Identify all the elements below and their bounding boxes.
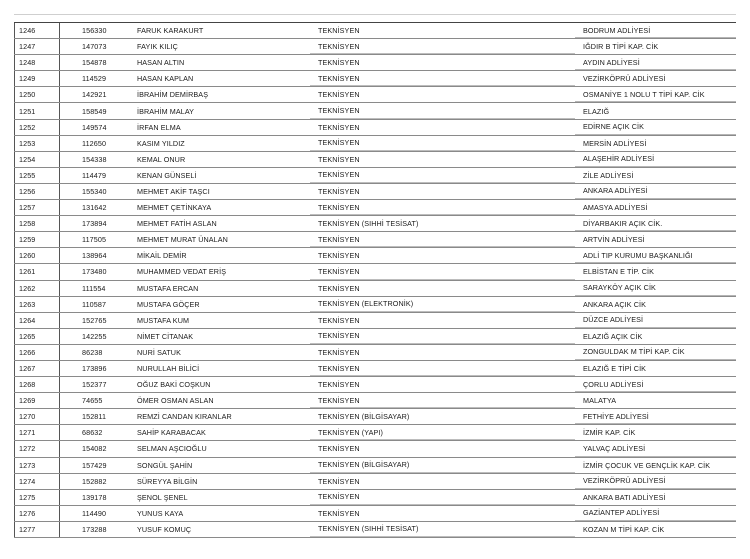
table-row	[14, 120, 736, 136]
assigned-unit: YALVAÇ ADLİYESİ	[575, 441, 736, 456]
table-row	[14, 71, 736, 87]
job-title: TEKNİSYEN	[310, 361, 575, 376]
job-title: TEKNİSYEN	[318, 347, 360, 357]
job-title: TEKNİSYEN (SIHHİ TESİSAT)	[310, 522, 575, 537]
registry-number: 112650	[82, 138, 107, 148]
row-number: 1253	[14, 136, 60, 151]
table-row	[14, 409, 736, 425]
person-name: REMZİ CANDAN KIRANLAR	[137, 412, 232, 422]
registry-number: 156330	[82, 26, 107, 36]
row-number: 1249	[14, 71, 60, 86]
registry-number: 68632	[82, 428, 103, 438]
registry-number: 149574	[82, 122, 107, 132]
assigned-unit: SARAYKÖY AÇIK CİK	[575, 281, 736, 296]
job-title: TEKNİSYEN (ELEKTRONİK)	[310, 297, 575, 312]
table-row	[14, 216, 736, 232]
registry-number: 154878	[82, 58, 107, 68]
assigned-unit: AMASYA ADLİYESİ	[583, 203, 648, 213]
row-number: 1247	[14, 39, 60, 54]
job-title: TEKNİSYEN	[318, 251, 360, 261]
job-title: TEKNİSYEN	[318, 380, 360, 390]
registry-number: 114479	[82, 170, 107, 180]
row-number: 1250	[14, 87, 60, 102]
table-row	[14, 441, 736, 457]
registry-number: 173288	[82, 524, 107, 534]
job-title: TEKNİSYEN	[318, 26, 360, 36]
row-number: 1258	[14, 216, 60, 231]
job-title: TEKNİSYEN	[310, 264, 575, 279]
job-title: TEKNİSYEN	[318, 283, 360, 293]
registry-number: 138964	[82, 251, 107, 261]
table-row	[14, 377, 736, 393]
person-name: ÖMER OSMAN ASLAN	[137, 396, 214, 406]
registry-number: 147073	[82, 42, 107, 52]
person-name: NURİ SATUK	[137, 347, 181, 357]
table-row	[14, 39, 736, 55]
person-name: MİKAİL DEMİR	[137, 251, 187, 261]
row-number: 1252	[14, 120, 60, 135]
assigned-unit: IĞDIR B TİPİ KAP. CİK	[583, 42, 659, 52]
person-name: KEMAL ONUR	[137, 154, 186, 164]
registry-number: 139178	[82, 492, 107, 502]
person-name: FAYIK KILIÇ	[137, 42, 178, 52]
assigned-unit: ANKARA AÇIK CİK	[583, 299, 647, 309]
row-number: 1272	[14, 441, 60, 456]
person-name: YUSUF KOMUÇ	[137, 524, 192, 534]
assigned-unit: ELAZIĞ E TİPİ CİK	[583, 364, 647, 374]
table-row	[14, 474, 736, 490]
table-row	[14, 23, 736, 39]
registry-number: 157429	[82, 460, 107, 470]
row-number: 1270	[14, 409, 60, 424]
assigned-unit: MALATYA	[583, 396, 617, 406]
top-divider	[14, 14, 736, 15]
person-name: MUSTAFA KUM	[137, 315, 190, 325]
job-title: TEKNİSYEN	[318, 476, 360, 486]
row-number: 1264	[14, 313, 60, 328]
registry-number: 110587	[82, 299, 107, 309]
table-row	[14, 281, 736, 297]
registry-number: 142921	[82, 90, 107, 100]
registry-number: 173480	[82, 267, 107, 277]
job-title: TEKNİSYEN (YAPI)	[310, 425, 575, 440]
assigned-unit: ZONGULDAK M TİPİ KAP. CİK	[575, 345, 736, 360]
row-number: 1263	[14, 297, 60, 312]
row-number: 1246	[14, 23, 60, 38]
table-row	[14, 87, 736, 103]
table-row	[14, 168, 736, 184]
row-number: 1266	[14, 345, 60, 360]
person-name: MUHAMMED VEDAT ERİŞ	[137, 267, 227, 277]
assigned-unit: VEZİRKÖPRÜ ADLİYESİ	[575, 474, 736, 489]
person-name: İRFAN ELMA	[137, 122, 181, 132]
row-number: 1261	[14, 264, 60, 279]
table-row	[14, 490, 736, 506]
registry-number: 154082	[82, 444, 107, 454]
row-number: 1257	[14, 200, 60, 215]
table-row	[14, 200, 736, 216]
job-title: TEKNİSYEN	[318, 315, 360, 325]
person-name: HASAN ALTIN	[137, 58, 185, 68]
job-title: TEKNİSYEN (BİLGİSAYAR)	[310, 458, 575, 473]
table-row	[14, 55, 736, 71]
job-title: TEKNİSYEN	[318, 90, 360, 100]
registry-number: 152765	[82, 315, 107, 325]
registry-number: 114529	[82, 74, 107, 84]
person-name: KENAN GÜNSELİ	[137, 170, 197, 180]
table-row	[14, 184, 736, 200]
assigned-unit: ANKARA ADLİYESİ	[575, 184, 736, 199]
assigned-unit: ELBİSTAN E TİP. CİK	[583, 267, 655, 277]
job-title: TEKNİSYEN	[318, 154, 360, 164]
table-row	[14, 297, 736, 313]
person-name: SELMAN AŞCIOĞLU	[137, 444, 207, 454]
person-name: HASAN KAPLAN	[137, 74, 194, 84]
job-title: TEKNİSYEN	[318, 122, 360, 132]
table-row	[14, 103, 736, 119]
person-name: OĞUZ BAKİ COŞKUN	[137, 380, 211, 390]
assigned-unit: EDİRNE AÇIK CİK	[575, 120, 736, 135]
row-number: 1262	[14, 281, 60, 296]
registry-number: 152377	[82, 380, 107, 390]
registry-number: 154338	[82, 154, 107, 164]
assigned-unit: ELAZIĞ	[583, 106, 610, 116]
assigned-unit: ZİLE ADLİYESİ	[583, 170, 634, 180]
table-row	[14, 232, 736, 248]
assigned-unit: GAZİANTEP ADLİYESİ	[575, 506, 736, 521]
row-number: 1256	[14, 184, 60, 199]
person-name: MUSTAFA GÖÇER	[137, 299, 200, 309]
table-row	[14, 313, 736, 329]
registry-number: 111554	[82, 283, 106, 293]
person-name: SONGÜL ŞAHİN	[137, 460, 193, 470]
row-number: 1255	[14, 168, 60, 183]
person-name: İBRAHİM MALAY	[137, 106, 195, 116]
assigned-unit: ÇORLU ADLİYESİ	[575, 377, 736, 392]
person-name: MEHMET FATİH ASLAN	[137, 219, 217, 229]
row-number: 1274	[14, 474, 60, 489]
row-number: 1268	[14, 377, 60, 392]
person-name: MUSTAFA ERCAN	[137, 283, 199, 293]
person-name: SÜREYYA BİLGİN	[137, 476, 198, 486]
job-title: TEKNİSYEN	[310, 200, 575, 215]
table-row	[14, 393, 736, 409]
assigned-unit: ARTVİN ADLİYESİ	[583, 235, 645, 245]
assigned-unit: ELAZIĞ AÇIK CİK	[583, 331, 643, 341]
row-number: 1269	[14, 393, 60, 408]
table-row	[14, 152, 736, 168]
table-row	[14, 522, 736, 538]
job-title: TEKNİSYEN	[310, 168, 575, 183]
assigned-unit: DİYARBAKIR AÇIK CİK.	[575, 216, 736, 231]
job-title: TEKNİSYEN	[310, 136, 575, 151]
job-title: TEKNİSYEN (SIHHİ TESİSAT)	[318, 219, 419, 229]
registry-number: 117505	[82, 235, 107, 245]
registry-number: 173896	[82, 364, 107, 374]
assigned-unit: İZMİR KAP. CİK	[583, 428, 636, 438]
assigned-unit: ANKARA BATI ADLİYESİ	[583, 492, 666, 502]
person-name: NURULLAH BİLİCİ	[137, 364, 200, 374]
table-row	[14, 264, 736, 280]
row-number: 1267	[14, 361, 60, 376]
person-name: MEHMET AKİF TAŞCI	[137, 186, 210, 196]
row-number: 1251	[14, 103, 60, 118]
registry-number: 152882	[82, 476, 107, 486]
job-title: TEKNİSYEN	[310, 393, 575, 408]
job-title: TEKNİSYEN	[318, 58, 360, 68]
person-name: MEHMET ÇETİNKAYA	[137, 203, 212, 213]
assigned-unit: BODRUM ADLİYESİ	[575, 23, 736, 38]
table-row	[14, 248, 736, 264]
job-title: TEKNİSYEN	[310, 103, 575, 118]
person-name: ŞENOL ŞENEL	[137, 492, 188, 502]
row-number: 1259	[14, 232, 60, 247]
assigned-unit: MERSİN ADLİYESİ	[583, 138, 647, 148]
registry-number: 74655	[82, 396, 103, 406]
assigned-unit: İZMİR ÇOCUK VE GENÇLİK KAP. CİK	[583, 460, 711, 470]
person-name: SAHİP KARABACAK	[137, 428, 206, 438]
row-number: 1265	[14, 329, 60, 344]
job-title: TEKNİSYEN	[310, 490, 575, 505]
job-title: TEKNİSYEN	[310, 329, 575, 344]
table-row	[14, 136, 736, 152]
table-row	[14, 458, 736, 474]
table-row	[14, 506, 736, 522]
row-number: 1271	[14, 425, 60, 440]
row-number: 1254	[14, 152, 60, 167]
assigned-unit: ALAŞEHİR ADLİYESİ	[575, 152, 736, 167]
job-title: TEKNİSYEN	[318, 186, 360, 196]
registry-number: 173894	[82, 219, 107, 229]
personnel-table	[14, 22, 736, 538]
assigned-unit: AYDIN ADLİYESİ	[575, 55, 736, 70]
assigned-unit: OSMANİYE 1 NOLU T TİPİ KAP. CİK	[575, 87, 736, 102]
row-number: 1276	[14, 506, 60, 521]
registry-number: 158549	[82, 106, 107, 116]
row-number: 1260	[14, 248, 60, 263]
row-number: 1248	[14, 55, 60, 70]
job-title: TEKNİSYEN	[310, 232, 575, 247]
job-title: TEKNİSYEN (BİLGİSAYAR)	[318, 412, 410, 422]
table-row	[14, 345, 736, 361]
row-number: 1277	[14, 522, 60, 537]
table-row	[14, 361, 736, 377]
person-name: NİMET CİTANAK	[137, 331, 194, 341]
table-row	[14, 425, 736, 441]
registry-number: 114490	[82, 508, 107, 518]
job-title: TEKNİSYEN	[318, 508, 360, 518]
table-row	[14, 329, 736, 345]
assigned-unit: VEZİRKÖPRÜ ADLİYESİ	[583, 74, 666, 84]
row-number: 1275	[14, 490, 60, 505]
person-name: YUNUS KAYA	[137, 508, 184, 518]
person-name: FARUK KARAKURT	[137, 26, 204, 36]
row-number: 1273	[14, 458, 60, 473]
registry-number: 131642	[82, 203, 107, 213]
assigned-unit: FETHİYE ADLİYESİ	[575, 409, 736, 424]
person-name: İBRAHİM DEMİRBAŞ	[137, 90, 209, 100]
job-title: TEKNİSYEN	[310, 39, 575, 54]
assigned-unit: DÜZCE ADLİYESİ	[575, 313, 736, 328]
assigned-unit: ADLİ TIP KURUMU BAŞKANLIĞI	[575, 248, 736, 263]
job-title: TEKNİSYEN	[310, 71, 575, 86]
assigned-unit: KOZAN M TİPİ KAP. CİK	[583, 524, 665, 534]
registry-number: 152811	[82, 412, 107, 422]
registry-number: 86238	[82, 347, 103, 357]
registry-number: 155340	[82, 186, 107, 196]
person-name: KASIM YILDIZ	[137, 138, 185, 148]
registry-number: 142255	[82, 331, 107, 341]
job-title: TEKNİSYEN	[318, 444, 360, 454]
person-name: MEHMET MURAT ÜNALAN	[137, 235, 228, 245]
